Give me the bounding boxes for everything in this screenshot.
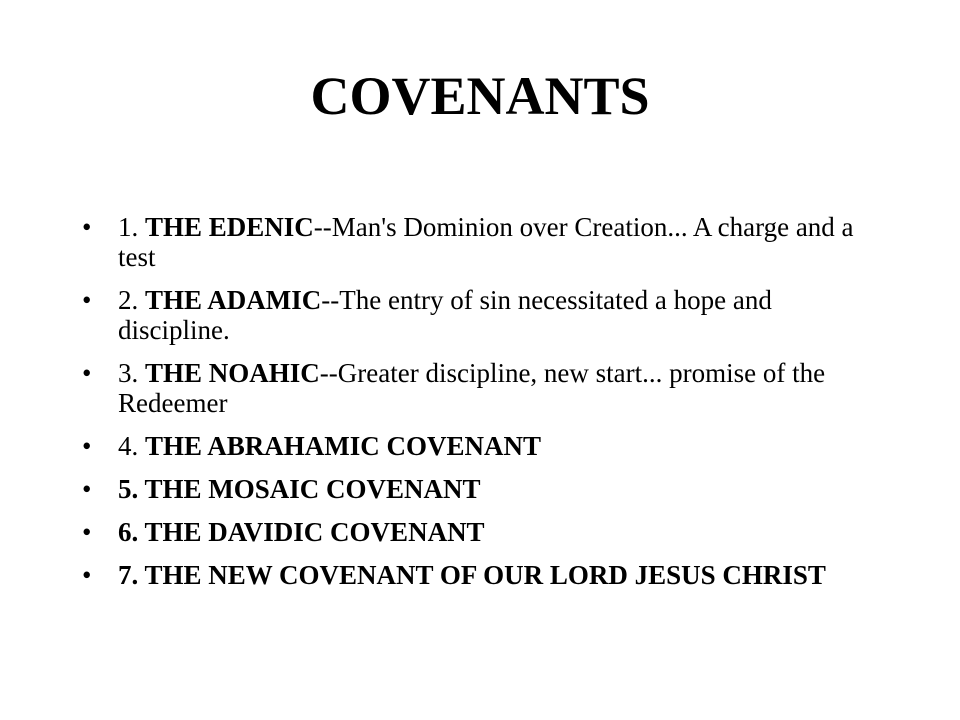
item-description: --Greater discipline, new start... promise of the Redeemer: [118, 358, 826, 418]
list-item-new-covenant: [82, 560, 882, 590]
bullet-icon: •: [82, 285, 92, 315]
item-label: THE EDENIC: [145, 212, 314, 242]
list-item-mosaic: [82, 474, 882, 504]
item-description: --The entry of sin necessitated a hope and discipline.: [118, 285, 772, 345]
list-item-adamic: [82, 285, 882, 345]
bullet-icon: •: [82, 560, 92, 590]
item-number: 2.: [118, 285, 145, 315]
bullet-icon: •: [82, 517, 92, 547]
list-item-edenic: [82, 212, 882, 272]
bullet-icon: •: [82, 474, 92, 504]
item-number: 4.: [118, 431, 145, 461]
item-number: 1.: [118, 212, 145, 242]
item-text: 6. THE DAVIDIC COVENANT: [118, 517, 485, 547]
item-description: --Man's Dominion over Creation... A charge and a test: [118, 212, 854, 272]
item-number: 3.: [118, 358, 145, 388]
bullet-icon: •: [82, 431, 92, 461]
list-item-noahic: [82, 358, 882, 418]
slide-title: COVENANTS: [310, 66, 650, 126]
item-text: 5. THE MOSAIC COVENANT: [118, 474, 481, 504]
covenant-list: [82, 212, 882, 603]
list-item-davidic: [82, 517, 882, 547]
bullet-icon: •: [82, 212, 92, 242]
item-label: THE ABRAHAMIC COVENANT: [145, 431, 542, 461]
item-label: THE NOAHIC: [145, 358, 320, 388]
list-item-abrahamic: [82, 431, 882, 461]
bullet-icon: •: [82, 358, 92, 388]
item-text: 7. THE NEW COVENANT OF OUR LORD JESUS CHRIST: [118, 560, 826, 590]
item-label: THE ADAMIC: [145, 285, 322, 315]
